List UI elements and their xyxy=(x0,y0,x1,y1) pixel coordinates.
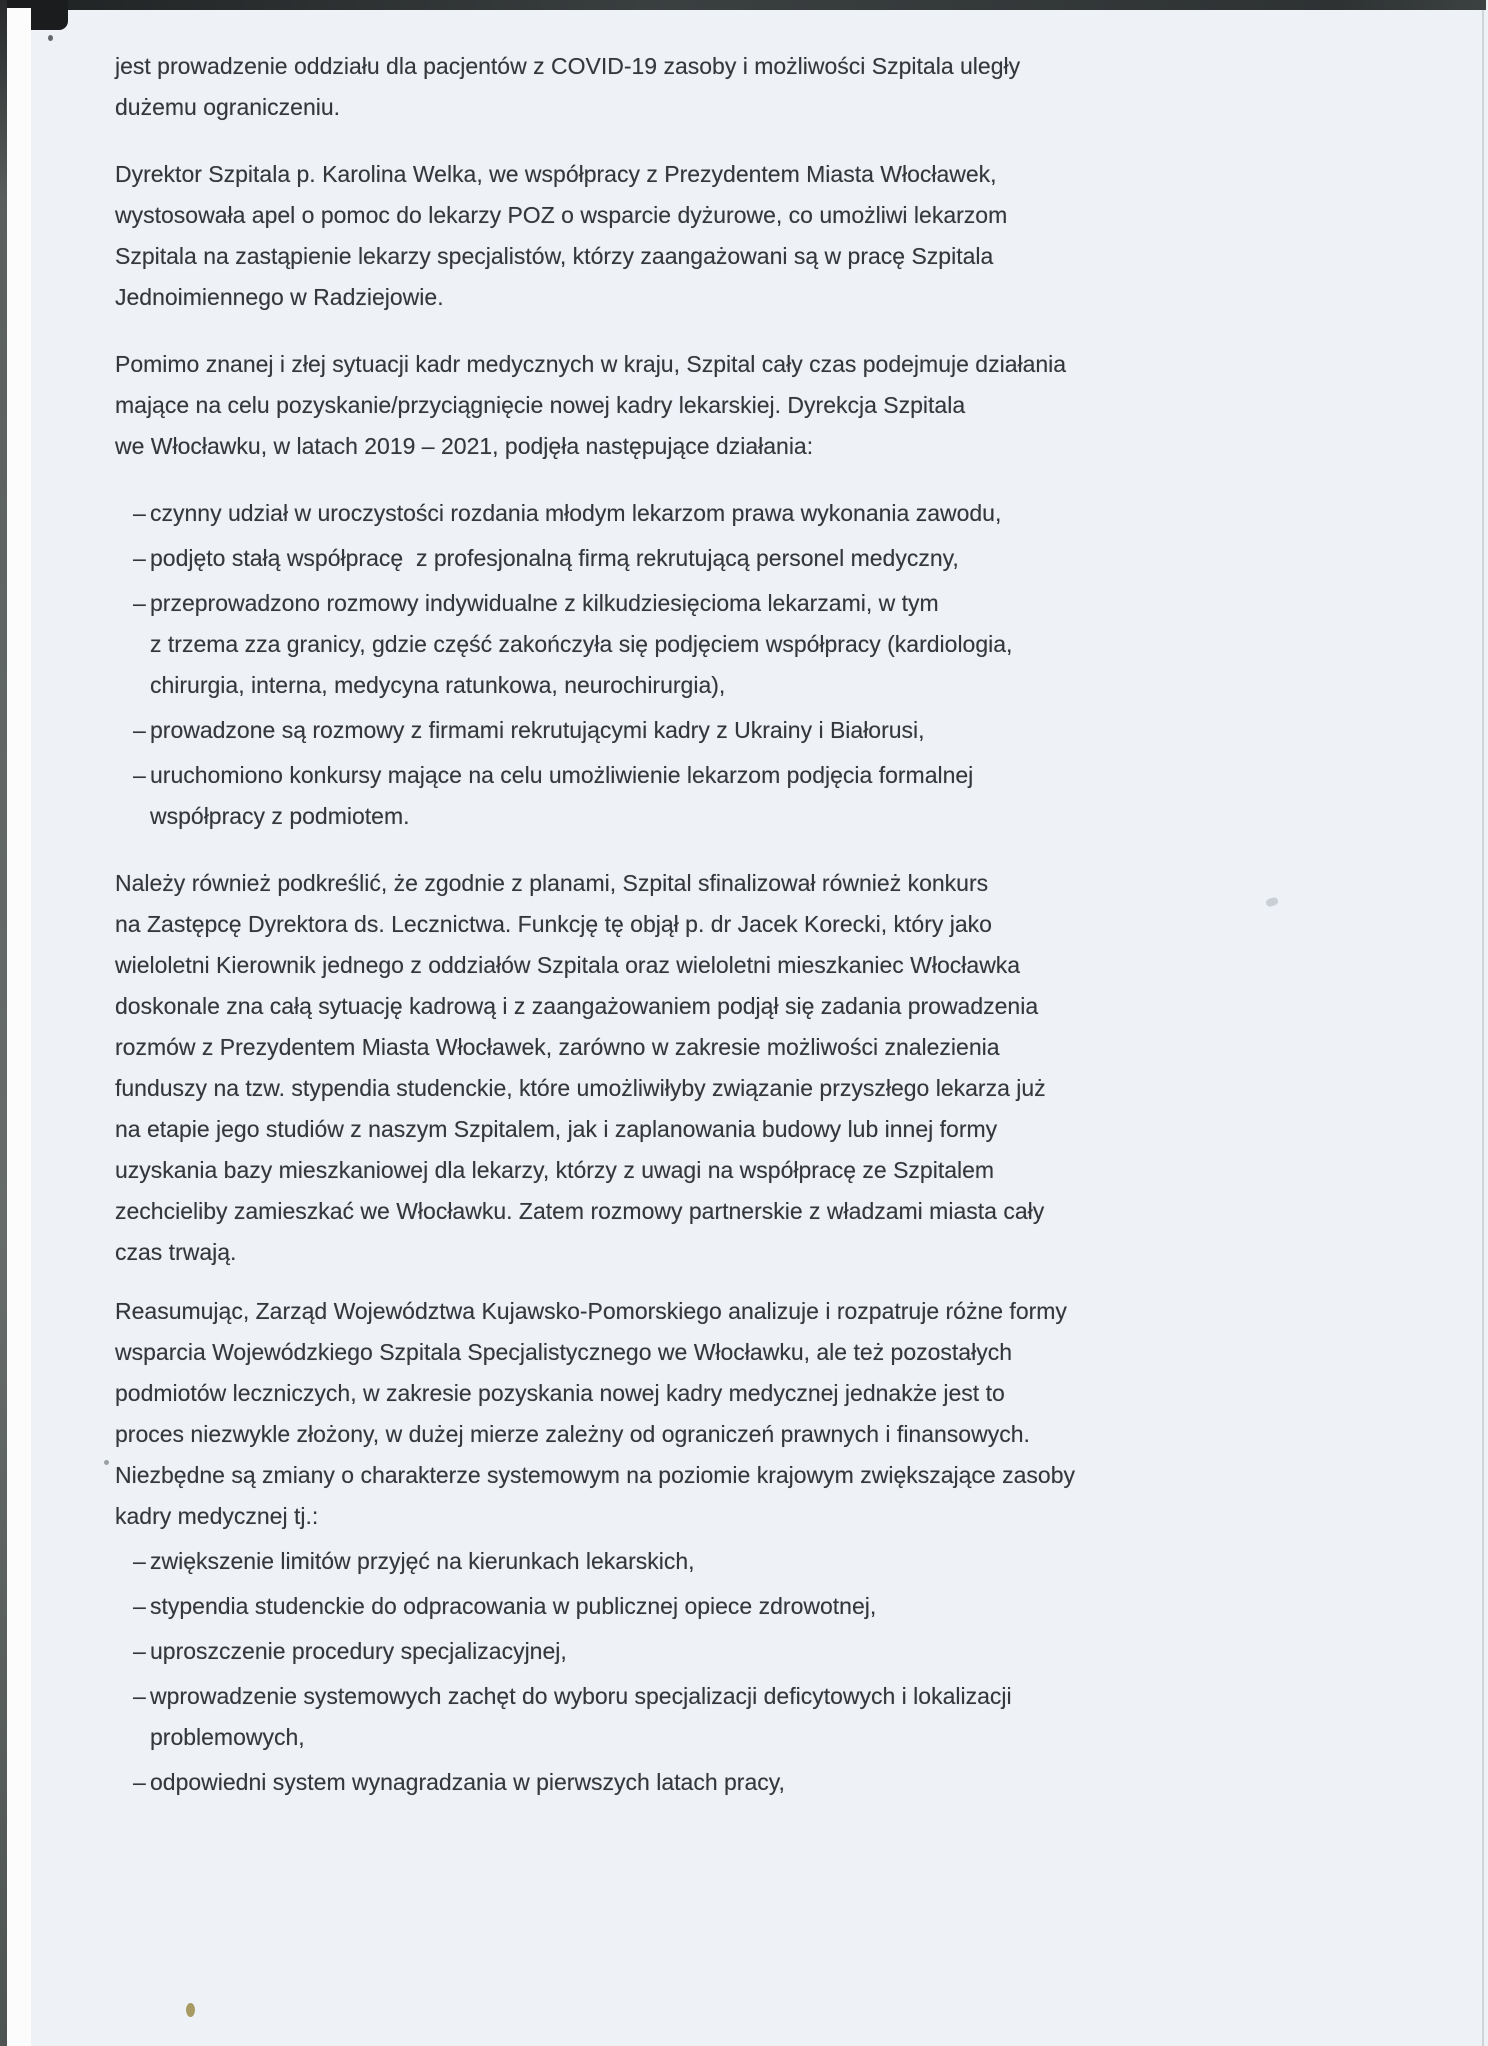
bullet-item xyxy=(133,538,1325,579)
text-line: podjęto stałą współpracę z profesjonalną firmą rekrutującą personel medyczny, xyxy=(150,545,959,571)
text-line: uproszczenie procedury specjalizacyjnej, xyxy=(150,1638,567,1664)
scan-speck xyxy=(104,1460,109,1465)
bullet-text xyxy=(150,538,1325,579)
scan-top-edge xyxy=(0,0,1486,10)
bullet-item xyxy=(133,1541,1325,1582)
bullet-dash-icon: – xyxy=(133,762,146,788)
bullet-text xyxy=(150,1762,1325,1803)
text-line: kadry medycznej tj.: xyxy=(115,1503,319,1529)
document-body xyxy=(115,46,1325,1829)
text-line: proces niezwykle złożony, w dużej mierze zależny od ograniczeń prawnych i finansowych. xyxy=(115,1421,1030,1447)
text-line: we Włocławku, w latach 2019 – 2021, podjęła następujące działania: xyxy=(115,433,814,459)
paragraph-covid-impact xyxy=(115,46,1325,128)
text-line: Niezbędne są zmiany o charakterze systemowym na poziomie krajowym zwiększające zasoby xyxy=(115,1462,1075,1488)
text-line: problemowych, xyxy=(150,1724,305,1750)
text-line: na Zastępcę Dyrektora ds. Lecznictwa. Funkcję tę objął p. dr Jacek Korecki, który jako xyxy=(115,911,992,937)
text-line: wsparcia Wojewódzkiego Szpitala Specjalistycznego we Włocławku, ale też pozostałych xyxy=(115,1339,1012,1365)
text-line: odpowiedni system wynagradzania w pierwszych latach pracy, xyxy=(150,1769,785,1795)
bullet-dash-icon: – xyxy=(133,590,146,616)
paper-left-edge xyxy=(7,8,31,2046)
text-line: Jednoimiennego w Radziejowie. xyxy=(115,284,444,310)
text-line: dużemu ograniczeniu. xyxy=(115,94,341,120)
bullet-item xyxy=(133,1586,1325,1627)
paragraph-deputy-director xyxy=(115,863,1325,1273)
text-line: Reasumując, Zarząd Województwa Kujawsko-Pomorskiego analizuje i rozpatruje różne formy xyxy=(115,1298,1067,1324)
text-line: zechcieliby zamieszkać we Włocławku. Zatem rozmowy partnerskie z władzami miasta cały xyxy=(115,1198,1045,1224)
bullet-item xyxy=(133,1676,1325,1758)
bullet-text xyxy=(150,583,1325,706)
text-line: rozmów z Prezydentem Miasta Włocławek, zarówno w zakresie możliwości znalezienia xyxy=(115,1034,1000,1060)
text-line: Należy również podkreślić, że zgodnie z planami, Szpital sfinalizował również konkurs xyxy=(115,870,989,896)
bullet-dash-icon: – xyxy=(133,1769,146,1795)
paragraph-summary xyxy=(115,1291,1325,1537)
text-line: wieloletni Kierownik jednego z oddziałów Szpitala oraz wieloletni mieszkaniec Włocławka xyxy=(115,952,1021,978)
bullet-text xyxy=(150,710,1325,751)
bullet-dash-icon: – xyxy=(133,545,146,571)
scan-speck xyxy=(48,35,53,41)
paragraph-director-appeal xyxy=(115,154,1325,318)
text-line: na etapie jego studiów z naszym Szpitalem, jak i zaplanowania budowy lub innej formy xyxy=(115,1116,998,1142)
text-line: przeprowadzono rozmowy indywidualne z kilkudziesięcioma lekarzami, w tym xyxy=(150,590,939,616)
text-line: Szpitala na zastąpienie lekarzy specjalistów, którzy zaangażowani są w pracę Szpitala xyxy=(115,243,994,269)
bullet-dash-icon: – xyxy=(133,1548,146,1574)
text-line: wystosowała apel o pomoc do lekarzy POZ o wsparcie dyżurowe, co umożliwi lekarzom xyxy=(115,202,1008,228)
text-line: prowadzone są rozmowy z firmami rekrutującymi kadry z Ukrainy i Białorusi, xyxy=(150,717,925,743)
bullet-dash-icon: – xyxy=(133,1593,146,1619)
bullet-item xyxy=(133,583,1325,706)
bullet-dash-icon: – xyxy=(133,500,146,526)
bullet-text xyxy=(150,1676,1325,1758)
text-line: jest prowadzenie oddziału dla pacjentów z COVID-19 zasoby i możliwości Szpitala uległy xyxy=(115,53,1021,79)
text-line: funduszy na tzw. stypendia studenckie, które umożliwiłyby związanie przyszłego lekarza już xyxy=(115,1075,1046,1101)
text-line: Dyrektor Szpitala p. Karolina Welka, we współpracy z Prezydentem Miasta Włocławek, xyxy=(115,161,997,187)
bullet-item xyxy=(133,710,1325,751)
bullet-dash-icon: – xyxy=(133,1638,146,1664)
bullet-text xyxy=(150,493,1325,534)
text-line: z trzema zza granicy, gdzie część zakończyła się podjęciem współpracy (kardiologia, xyxy=(150,631,1013,657)
bullet-list-system-changes xyxy=(115,1541,1325,1803)
bullet-item xyxy=(133,755,1325,837)
scan-speck xyxy=(186,2003,195,2017)
text-line: uzyskania bazy mieszkaniowej dla lekarzy, którzy z uwagi na współpracę ze Szpitalem xyxy=(115,1157,995,1183)
bullet-item xyxy=(133,493,1325,534)
text-line: chirurgia, interna, medycyna ratunkowa, neurochirurgia), xyxy=(150,672,726,698)
bullet-text xyxy=(150,1631,1325,1672)
text-line: Pomimo znanej i złej sytuacji kadr medycznych w kraju, Szpital cały czas podejmuje działania xyxy=(115,351,1067,377)
text-line: wprowadzenie systemowych zachęt do wyboru specjalizacji deficytowych i lokalizacji xyxy=(150,1683,1012,1709)
bullet-text xyxy=(150,1541,1325,1582)
text-line: doskonale zna całą sytuację kadrową i z zaangażowaniem podjął się zadania prowadzenia xyxy=(115,993,1039,1019)
text-line: podmiotów leczniczych, w zakresie pozyskania nowej kadry medycznej jednakże jest to xyxy=(115,1380,1005,1406)
scan-right-edge-line xyxy=(1482,10,1484,2046)
bullet-text xyxy=(150,755,1325,837)
bullet-dash-icon: – xyxy=(133,717,146,743)
text-line: uruchomiono konkursy mające na celu umożliwienie lekarzom podjęcia formalnej xyxy=(150,762,974,788)
text-line: czynny udział w uroczystości rozdania młodym lekarzom prawa wykonania zawodu, xyxy=(150,500,1002,526)
text-line: mające na celu pozyskanie/przyciągnięcie nowej kadry lekarskiej. Dyrekcja Szpitala xyxy=(115,392,966,418)
bullet-list-actions xyxy=(115,493,1325,837)
scan-left-edge xyxy=(0,0,7,2046)
bullet-dash-icon: – xyxy=(133,1683,146,1709)
bullet-text xyxy=(150,1586,1325,1627)
paragraph-staffing-actions-intro xyxy=(115,344,1325,467)
text-line: czas trwają. xyxy=(115,1239,237,1265)
text-line: stypendia studenckie do odpracowania w publicznej opiece zdrowotnej, xyxy=(150,1593,877,1619)
text-line: współpracy z podmiotem. xyxy=(150,803,410,829)
bullet-item xyxy=(133,1631,1325,1672)
bullet-item xyxy=(133,1762,1325,1803)
text-line: zwiększenie limitów przyjęć na kierunkach lekarskich, xyxy=(150,1548,695,1574)
